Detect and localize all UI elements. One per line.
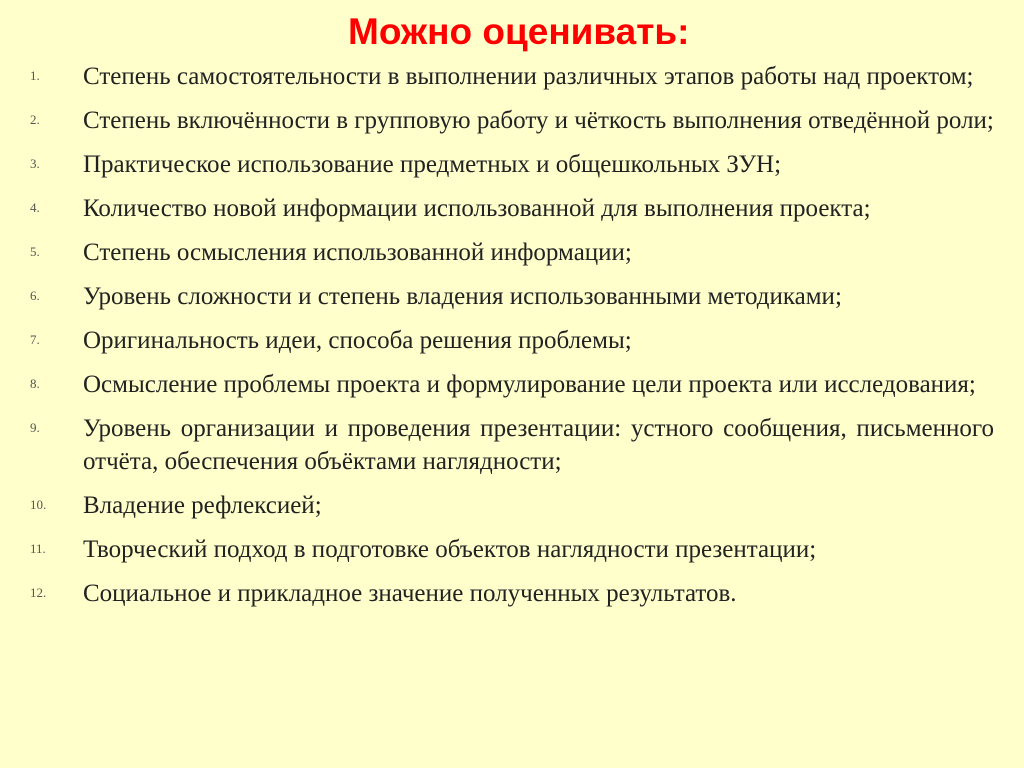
item-number: 11. [30, 541, 46, 556]
item-number: 8. [30, 376, 40, 391]
item-text: Уровень сложности и степень владения использованными методиками; [83, 283, 842, 310]
list-item [30, 104, 994, 137]
item-text: Социальное и прикладное значение полученных результатов. [83, 580, 737, 607]
item-text: Осмысление проблемы проекта и формулирование цели проекта или исследования; [83, 371, 976, 398]
list-item [30, 412, 994, 478]
list-item [30, 236, 994, 269]
list-item [30, 368, 994, 401]
item-number: 6. [30, 288, 40, 303]
list-item [30, 148, 994, 181]
slide-title: Можно оценивать: [348, 11, 690, 52]
list-item [30, 60, 994, 93]
item-number: 2. [30, 112, 40, 127]
item-number: 7. [30, 332, 40, 347]
item-number: 5. [30, 244, 40, 259]
item-number: 4. [30, 200, 40, 215]
item-text: Количество новой информации использованной для выполнения проекта; [83, 195, 871, 222]
item-number: 9. [30, 420, 40, 435]
list-item [30, 280, 994, 313]
list-item [30, 324, 994, 357]
criteria-list [30, 60, 994, 610]
item-number: 12. [30, 585, 47, 600]
item-text: Уровень организации и проведения презентации: устного сообщения, письменного отчёта, обеспечения объёктами наглядности; [83, 415, 994, 475]
item-text: Степень осмысления использованной информации; [83, 239, 632, 266]
item-text: Оригинальность идеи, способа решения проблемы; [83, 327, 632, 354]
item-text: Степень самостоятельности в выполнении различных этапов работы над проектом; [83, 63, 974, 90]
item-number: 3. [30, 156, 40, 171]
list-item [30, 489, 994, 522]
item-text: Владение рефлексией; [83, 492, 322, 519]
list-item [30, 192, 994, 225]
item-number: 1. [30, 68, 40, 83]
item-text: Практическое использование предметных и общешкольных ЗУН; [83, 151, 782, 178]
list-item [30, 577, 994, 610]
item-number: 10. [30, 497, 47, 512]
list-item [30, 533, 994, 566]
item-text: Степень включённости в групповую работу и чёткость выполнения отведённой роли; [83, 107, 994, 134]
item-text: Творческий подход в подготовке объектов наглядности презентации; [83, 536, 817, 563]
